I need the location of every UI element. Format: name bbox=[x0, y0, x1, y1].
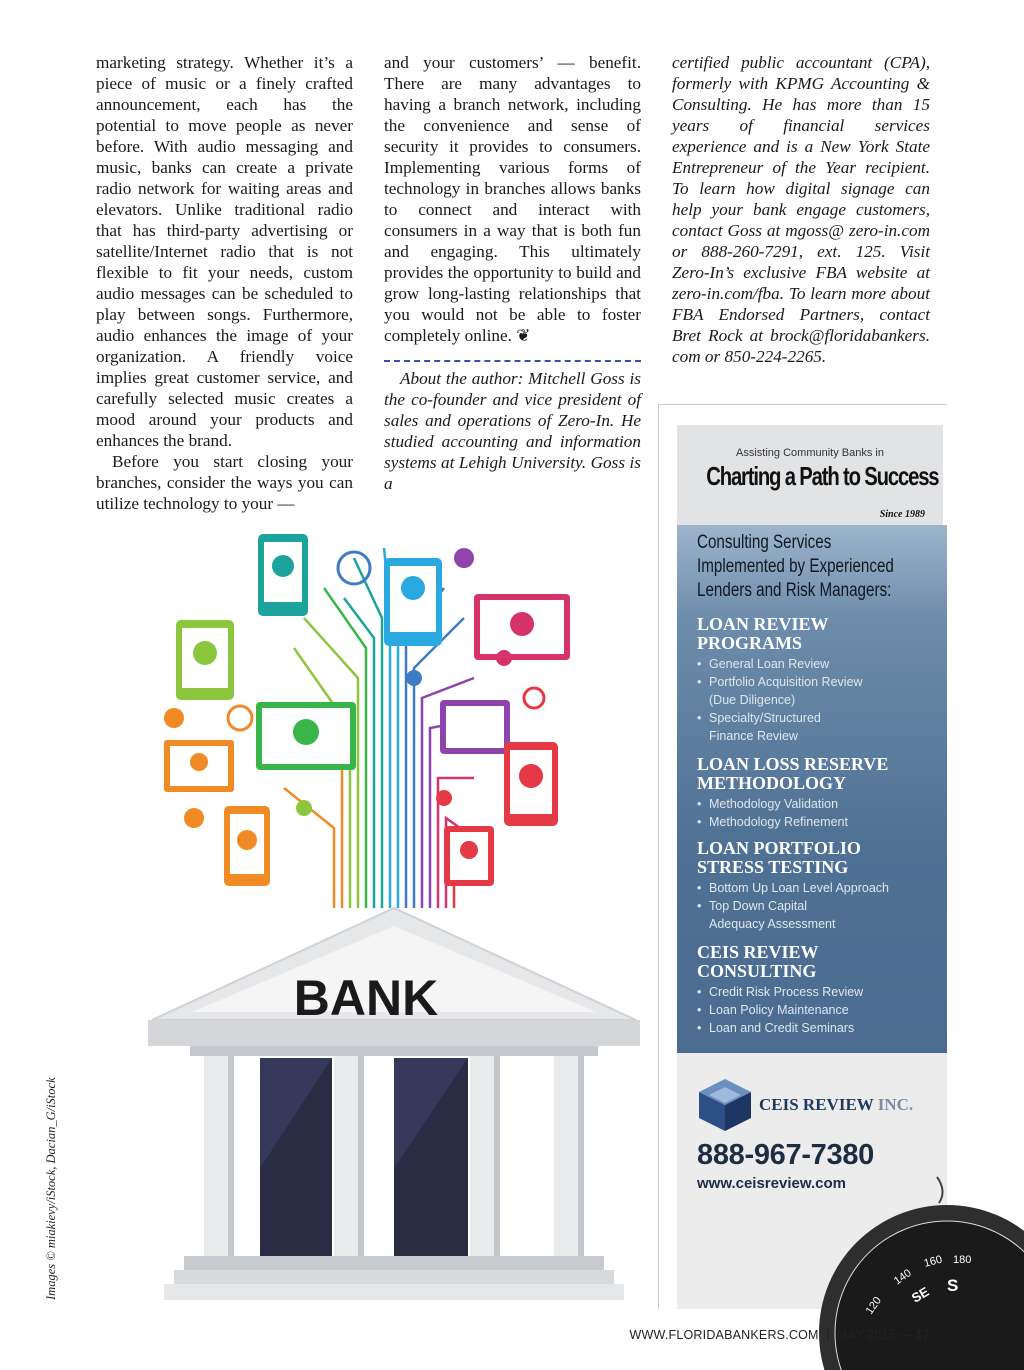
svg-text:S: S bbox=[947, 1276, 959, 1295]
svg-text:140: 140 bbox=[891, 1267, 914, 1288]
service-item: • Loan Policy Maintenance bbox=[697, 1001, 937, 1019]
svg-text:180: 180 bbox=[953, 1254, 972, 1266]
footer-issue: MAY 2015 — bbox=[836, 1328, 912, 1342]
compass-icon bbox=[797, 1173, 972, 1323]
article-column-3 bbox=[672, 52, 930, 367]
service-item: • Portfolio Acquisition Review bbox=[697, 673, 937, 691]
bank-technology-illustration bbox=[144, 528, 644, 1308]
service-item: • Methodology Validation bbox=[697, 795, 937, 813]
cube-logo-icon bbox=[697, 1077, 753, 1133]
article-column-1 bbox=[96, 52, 353, 514]
article-column-2 bbox=[384, 52, 641, 494]
service-item: • Top Down Capital bbox=[697, 897, 937, 915]
service-item: • Methodology Refinement bbox=[697, 813, 937, 831]
service-item: • Specialty/Structured bbox=[697, 709, 937, 727]
article-paragraph: marketing strategy. Whether it’s a piece of music or a finely crafted announcement, each has the potential to move people as never before. With audio messaging and music, banks can create a private radio network for waiting areas and elevators. Unlike traditional radio that has third-party advertising or satellite/Internet radio that is not flexible to fit your needs, custom audio messages can be scheduled to play between songs. Furthermore, audio enhances the image of your organization. A friendly voice implies great customer service, and carefully selected music creates a mood around your products and enhances the brand. bbox=[96, 53, 353, 450]
service-loan-review bbox=[697, 615, 937, 745]
ad-phone[interactable]: 888-967-7380 bbox=[697, 1139, 874, 1171]
service-stress-testing bbox=[697, 839, 937, 933]
ad-contact-panel bbox=[677, 1053, 972, 1317]
service-title: CEIS REVIEW CONSULTING bbox=[697, 942, 819, 981]
service-title: LOAN PORTFOLIO STRESS TESTING bbox=[697, 838, 861, 877]
ad-subheading bbox=[697, 531, 894, 603]
service-item: • Loan and Credit Seminars bbox=[697, 1019, 937, 1037]
author-bio: About the author: Mitchell Goss is the co-founder and vice president of sales and operations of Zero-In. He studied accounting and information systems at Lehigh University. Goss is a bbox=[384, 369, 641, 493]
service-item: • General Loan Review bbox=[697, 655, 937, 673]
ad-services-panel bbox=[677, 525, 947, 1053]
company-name: CEIS REVIEW INC. bbox=[759, 1095, 914, 1114]
service-item: (Due Diligence) bbox=[709, 693, 796, 707]
service-item: • Credit Risk Process Review bbox=[697, 983, 937, 1001]
service-item: • Bottom Up Loan Level Approach bbox=[697, 879, 937, 897]
page-footer: WWW.FLORIDABANKERS.COM | MAY 2015 — 17 bbox=[629, 1328, 930, 1342]
author-bio-continued: certified public accountant (CPA), formerly with KPMG Accounting & Consulting. He has more than 15 years of financial services experience and is a New York State Entrepreneur of the Year recipient. To learn how digital signage can help your bank engage customers, contact Goss at mgoss@ zero-in.com or 888-260-7291, ext. 125. Visit Zero-In’s exclusive FBA website at zero-in.com/fba. To learn more about FBA Endorsed Partners, contact Bret Rock at brock@floridabankers. com or 850-224-2265. bbox=[672, 53, 930, 366]
ad-header bbox=[677, 425, 943, 525]
ad-website-link[interactable]: www.ceisreview.com bbox=[697, 1175, 846, 1192]
ad-since: Since 1989 bbox=[879, 509, 925, 520]
paragraph-text: and your customers’ — benefit. There are many advantages to having a branch network, including the convenience and sense of security it provides to consumers. Implementing various forms of technology in branches allows banks to connect and interact with consumers in a way that is both fun and engaging. This ultimately provides the opportunity to build and grow long-lasting relationships that you would not be able to foster completely online. bbox=[384, 53, 641, 345]
svg-text:120: 120 bbox=[863, 1294, 884, 1317]
footer-site[interactable]: WWW.FLORIDABANKERS.COM bbox=[629, 1328, 819, 1342]
service-ceis-consulting bbox=[697, 943, 937, 1037]
svg-text:SE: SE bbox=[909, 1283, 932, 1306]
photo-credit: Images © miakievy/iStock, Dacian_G/iStock bbox=[44, 1077, 58, 1300]
page-number: 17 bbox=[915, 1328, 930, 1342]
article-paragraph: Before you start closing your branches, consider the ways you can utilize technology to your — bbox=[96, 452, 353, 513]
ad-headline: Charting a Path to Success bbox=[706, 461, 939, 491]
service-item: Adequacy Assessment bbox=[709, 917, 836, 931]
end-mark-icon: ❦ bbox=[516, 326, 531, 345]
bank-label: BANK bbox=[293, 970, 439, 1026]
ad-tagline: Assisting Community Banks in bbox=[736, 447, 884, 459]
service-item: Finance Review bbox=[709, 729, 798, 743]
bank-building bbox=[148, 908, 640, 1300]
ceis-advertisement[interactable] bbox=[658, 404, 972, 1317]
service-title: LOAN REVIEW PROGRAMS bbox=[697, 614, 829, 653]
service-title: LOAN LOSS RESERVE METHODOLOGY bbox=[697, 754, 889, 793]
svg-text:160: 160 bbox=[922, 1253, 944, 1270]
subheading-line: Implemented by Experienced bbox=[697, 556, 894, 577]
service-loan-loss-reserve bbox=[697, 755, 937, 831]
subheading-line: Consulting Services bbox=[697, 532, 832, 553]
subheading-line: Lenders and Risk Managers: bbox=[697, 580, 892, 601]
divider bbox=[384, 360, 641, 362]
article-paragraph bbox=[384, 52, 641, 346]
